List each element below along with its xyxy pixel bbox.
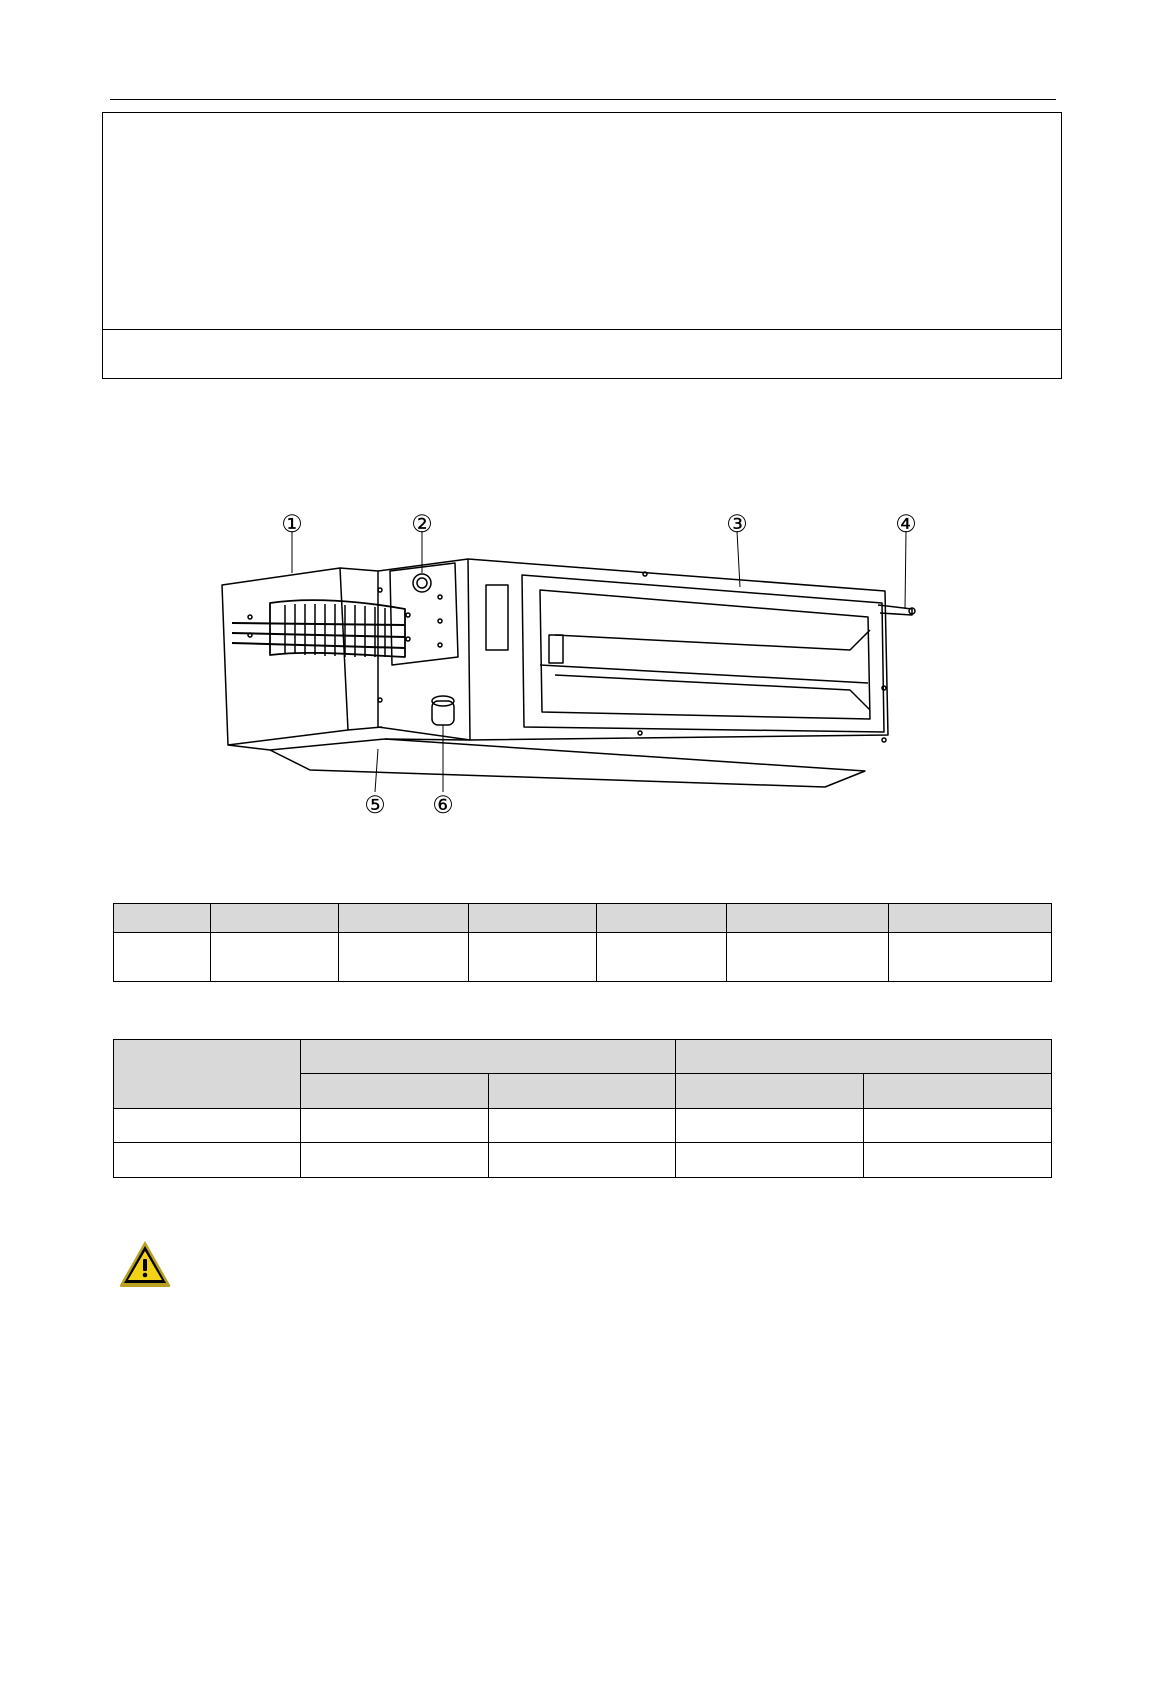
warning-triangle-icon: [117, 1238, 173, 1290]
table-row: [114, 933, 1052, 982]
pipe-table-group-1: [301, 1040, 676, 1074]
note-box-body: [103, 113, 1062, 330]
table-cell: [864, 1074, 1052, 1109]
callout-5: ⑤: [364, 791, 386, 819]
unit-drawing: [200, 505, 960, 819]
callout-1: ①: [281, 510, 303, 538]
table-cell: [114, 1143, 301, 1178]
parts-table: [113, 903, 1052, 982]
table-cell: [676, 1143, 864, 1178]
table-cell: [211, 933, 339, 982]
pipe-table-corner: [114, 1040, 301, 1109]
callout-4: ④: [895, 510, 917, 538]
table-cell: [114, 904, 211, 933]
table-cell: [339, 904, 469, 933]
table-cell: [889, 904, 1052, 933]
table-row: [114, 1109, 1052, 1143]
callout-6: ⑥: [432, 791, 454, 819]
table-cell: [489, 1074, 676, 1109]
pipe-table: [113, 1039, 1052, 1178]
table-cell: [597, 904, 727, 933]
note-box-footer: [103, 330, 1062, 379]
parts-table-header: [114, 904, 1052, 933]
table-cell: [864, 1143, 1052, 1178]
table-cell: [211, 904, 339, 933]
table-cell: [727, 904, 889, 933]
header-rule: [110, 99, 1056, 100]
callout-3: ③: [726, 510, 748, 538]
table-cell: [727, 933, 889, 982]
pipe-table-group-2: [676, 1040, 1052, 1074]
table-cell: [676, 1109, 864, 1143]
table-cell: [469, 904, 597, 933]
table-cell: [114, 1109, 301, 1143]
table-cell: [301, 1143, 489, 1178]
callout-2: ②: [411, 510, 433, 538]
table-row: [114, 1143, 1052, 1178]
table-cell: [301, 1109, 489, 1143]
unit-figure: [200, 505, 960, 819]
table-cell: [597, 933, 727, 982]
table-cell: [301, 1074, 489, 1109]
table-cell: [489, 1109, 676, 1143]
table-cell: [864, 1109, 1052, 1143]
table-cell: [339, 933, 469, 982]
table-cell: [676, 1074, 864, 1109]
note-box: [102, 112, 1062, 379]
table-cell: [114, 933, 211, 982]
table-cell: [889, 933, 1052, 982]
drain-pan: [270, 739, 865, 787]
air-outlet: [522, 575, 884, 732]
table-cell: [489, 1143, 676, 1178]
electric-box-outline: [222, 568, 348, 745]
table-cell: [469, 933, 597, 982]
